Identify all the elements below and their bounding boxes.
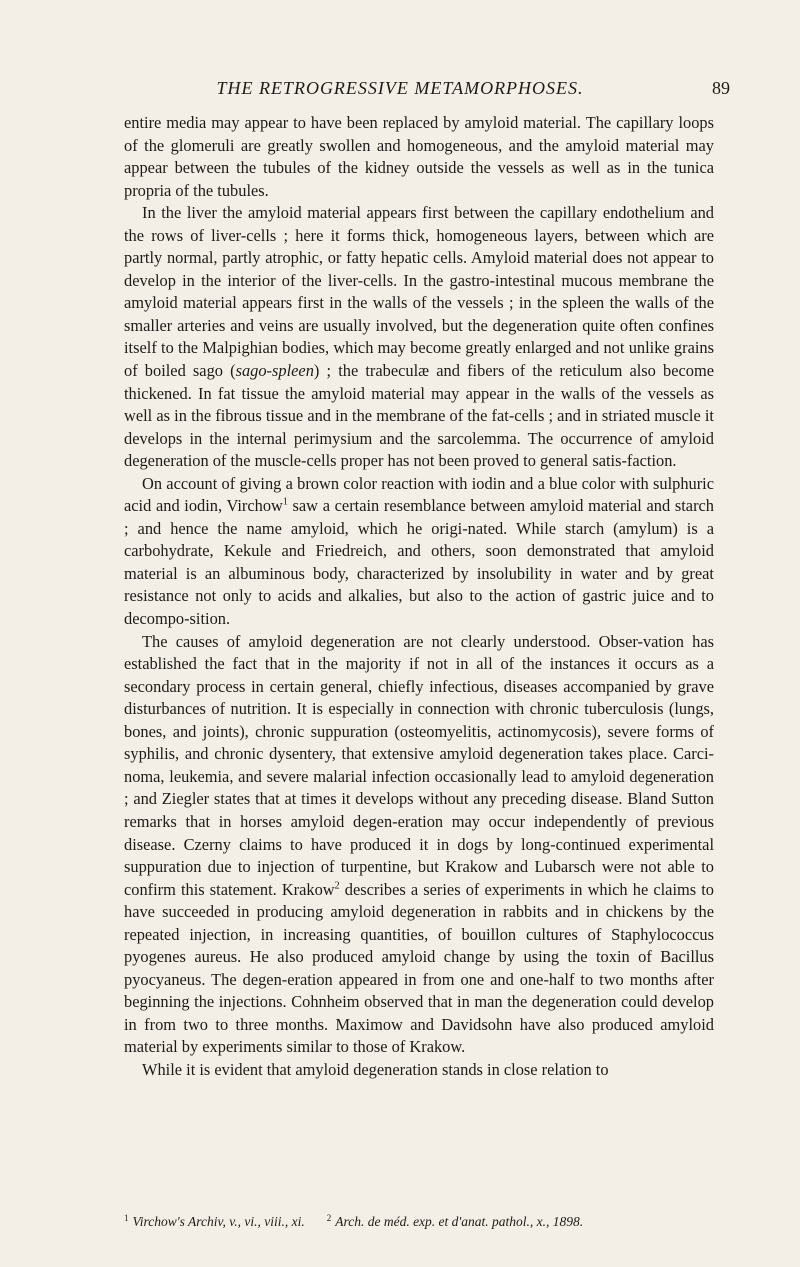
footnote-mark: 1: [124, 1212, 129, 1223]
paragraph: [124, 202, 714, 473]
footnote-text: Arch. de méd. exp. et d'anat. pathol., x., 1898.: [335, 1214, 584, 1229]
footnote-ref: 2: [334, 880, 340, 892]
footnote-text: Virchow's Archiv, v., vi., viii., xi.: [132, 1214, 305, 1229]
text-run: entire media may appear to have been replaced by amyloid material. The capillary loops of the glomeruli are greatly swollen and homogeneous, and the amyloid material may appear between the tubules of the kidney outside the vessels as well as in the tunica propria of the tubules.: [124, 113, 714, 200]
footnote: [327, 1214, 583, 1229]
text-run: ) ; the trabeculæ and fibers of the reticulum also become thickened. In fat tissue the amyloid material may appear in the walls of the vessels as well as in the fibrous tissue and in the membrane of the fat-cells ; and in striated muscle it develops in the internal perimysium and the sarcolemma. The occurrence of amyloid degeneration of the muscle-cells proper has not been proved to general satis-faction.: [124, 361, 714, 471]
text-run: In the liver the amyloid material appears first between the capillary endothelium and the rows of liver-cells ; here it forms thick, homogeneous layers, between which are partly normal, partly atrophic, or fatty hepatic cells. Amyloid material does not appear to develop in the interior of the liver-cells. In the gastro-intestinal mucous membrane the amyloid material appears first in the walls of the vessels ; in the spleen the walls of the smaller arteries and veins are usually involved, but the degeneration quite often confines itself to the Malpighian bodies, which may become greatly enlarged and not unlike grains of boiled sago (: [124, 203, 714, 381]
paragraph: [124, 631, 714, 1059]
footnotes: [124, 1213, 714, 1231]
page-number: 89: [712, 78, 730, 98]
paragraph: [124, 473, 714, 631]
text-run: The causes of amyloid degeneration are not clearly understood. Obser-vation has established the fact that in the majority if not in all of the instances it occurs as a secondary process in certain general, chiefly infectious, diseases accompanied by grave disturbances of nutrition. It is especially in connection with chronic tuberculosis (lungs, bones, and joints), chronic suppuration (osteomyelitis, actinomycosis), severe forms of syphilis, and chronic dysentery, that extensive amyloid degeneration takes place. Carci-noma, leukemia, and severe malarial infection occasionally lead to amyloid degeneration ; and Ziegler states that at times it develops without any preceding disease. Bland Sutton remarks that in horses amyloid degen-eration may occur independently of previous disease. Czerny claims to have produced it in dogs by long-continued experimental suppuration due to injection of turpentine, but Krakow and Lubarsch were not able to confirm this statement. Krakow: [124, 631, 714, 899]
running-title: THE RETROGRESSIVE METAMORPHOSES.: [216, 78, 584, 98]
text-run: describes a series of experiments in which he claims to have succeeded in producing amyloid degeneration in rabbits and in chickens by the repeated injection, in increasing quantities, of bouillon cultures of Staphylococcus pyogenes aureus. He also produced amyloid change by using the toxin of Bacillus pyocyaneus. The degen-eration appeared in from one and one-half to two months after beginning the injections. Cohnheim observed that in man the degeneration could develop in from two to three months. Maximow and Davidsohn have also produced amyloid material by experiments similar to those of Krakow.: [124, 879, 714, 1057]
body-text: [124, 112, 714, 1082]
footnote-ref: 1: [282, 496, 288, 508]
running-head: [70, 74, 730, 104]
text-run: On account of giving a brown color reaction with iodin and a blue color with sulphuric acid and iodin, Virchow: [124, 473, 714, 516]
footnote: [124, 1214, 305, 1229]
footnote-mark: 2: [326, 1212, 332, 1223]
text-run: While it is evident that amyloid degeneration stands in close relation to: [142, 1059, 609, 1079]
paragraph: [124, 112, 714, 202]
italic-term: sago-spleen: [235, 361, 314, 381]
text-run: saw a certain resemblance between amyloid material and starch ; and hence the name amyloid, which he origi-nated. While starch (amylum) is a carbohydrate, Kekule and Friedreich, and others, soon demonstrated that amyloid material is an albuminous body, characterized by insolubility in water and by great resistance not only to acids and alkalies, but also to the action of gastric juice and to decompo-sition.: [124, 496, 714, 629]
paragraph: [124, 1059, 714, 1082]
